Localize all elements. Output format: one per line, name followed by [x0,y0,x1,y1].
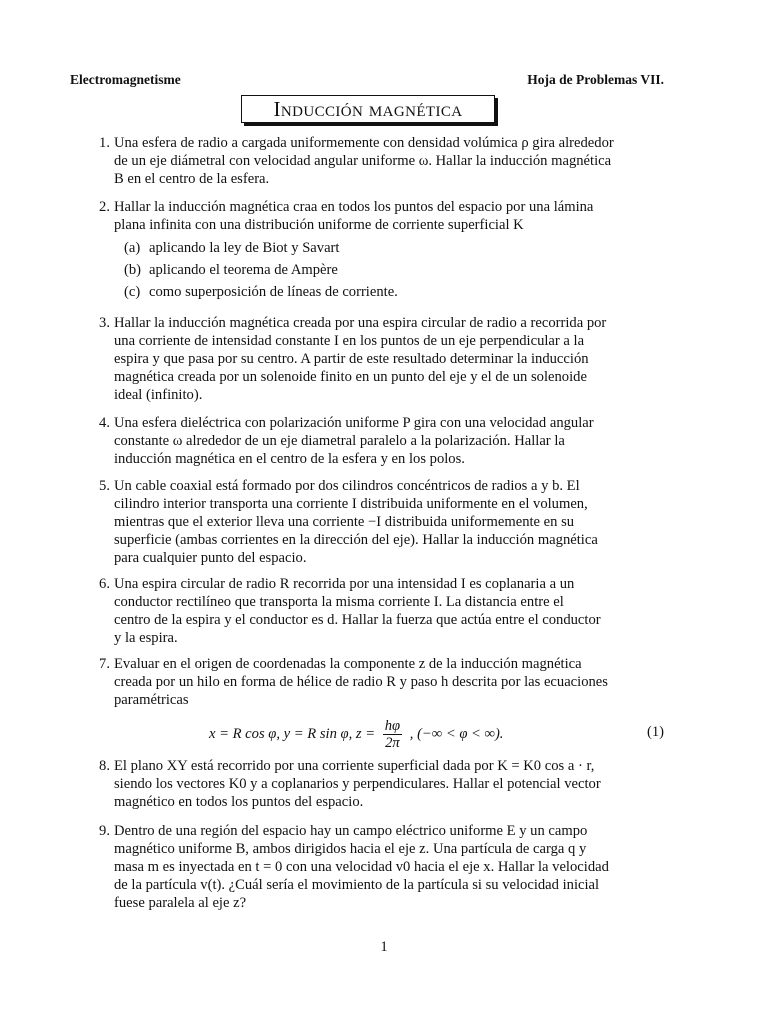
fraction-numerator: hφ [384,718,401,734]
sub-item-label: (a) [124,240,141,256]
helix-equation [209,718,503,751]
problem-text-line: creada por un hilo en forma de hélice de radio R y paso h descrita por las ecuaciones [114,674,608,690]
problem-8 [99,757,664,811]
problem-text-line: Una espira circular de radio R recorrida por una intensidad I es coplanaria a un [114,576,575,592]
problem-text-line: de la partícula v(t). ¿Cuál sería el movimiento de la partícula si su velocidad inicial [114,877,600,893]
problem-text-line: mientras que el exterior lleva una corriente −I distribuida uniformemente en su [114,514,575,530]
sub-item-label: (b) [124,262,142,278]
problem-5 [99,477,664,567]
problem-text-line: conductor rectilíneo que transporta la misma corriente I. La distancia entre el [114,594,564,610]
problem-number: 4. [99,415,110,431]
problem-number: 9. [99,823,110,839]
page-number: 1 [380,939,388,955]
problem-text-line: Hallar la inducción magnética creada por una espira circular de radio a recorrida por [114,315,607,331]
sub-item [124,283,664,305]
problem-text-line: Una esfera dieléctrica con polarización uniforme P gira con una velocidad angular [114,415,594,431]
problem-number: 2. [99,199,110,215]
problem-text-line: paramétricas [114,692,189,708]
equation-fraction [383,718,402,751]
problem-text-line: constante ω alrededor de un eje diametral paralelo a la polarización. Hallar la [114,433,565,449]
problem-text-line: Hallar la inducción magnética craa en todos los puntos del espacio por una lámina [114,199,594,215]
sub-item-text: aplicando el teorema de Ampère [149,262,338,278]
problem-text-line: magnética creada por un solenoide finito en un punto del eje y el de un solenoide [114,369,587,385]
problem-text-line: para cualquier punto del espacio. [114,550,307,566]
equation-number: (1) [646,724,664,740]
sheet-header: Hoja de Problemas VII. [527,72,664,87]
problem-text-line: y la espira. [114,630,178,646]
equation-left: x = R cos φ, y = R sin φ, z = [209,725,376,742]
problem-text-line: ideal (infinito). [114,387,203,403]
course-header: Electromagnetisme [70,72,181,87]
page-title: Inducción magnética [241,95,495,123]
sub-item-text: aplicando la ley de Biot y Savart [149,240,340,256]
equation-right: , (−∞ < φ < ∞). [409,725,504,742]
problem-text-line: Dentro de una región del espacio hay un campo eléctrico uniforme E y un campo [114,823,588,839]
problem-text-line: Una esfera de radio a cargada uniformemente con densidad volúmica ρ gira alrededor [114,135,614,151]
problem-text-line: superficie (ambas corrientes en la dirección del eje). Hallar la inducción magnética [114,532,598,548]
problem-text-line: una corriente de intensidad constante I en los puntos de un eje perpendicular a la [114,333,585,349]
problem-text-line: centro de la espira y el conductor es d. Hallar la fuerza que actúa entre el conductor [114,612,601,628]
equation-row [114,712,664,752]
problem-text-line: inducción magnética en el centro de la esfera y en los polos. [114,451,465,467]
problem-4 [99,414,664,468]
problem-number: 8. [99,758,110,774]
problem-text-line: Evaluar en el origen de coordenadas la componente z de la inducción magnética [114,656,582,672]
problem-9 [99,822,664,912]
problem-number: 5. [99,478,110,494]
problem-number: 1. [99,135,110,151]
sub-item-list [124,239,664,305]
problem-number: 7. [99,656,110,672]
sub-item [124,239,664,261]
problem-text-line: B en el centro de la esfera. [114,171,270,187]
problem-text-line: de un eje diámetral con velocidad angular uniforme ω. Hallar la inducción magnética [114,153,612,169]
problem-text-line: espira y que pasa por su centro. A partir de este resultado determinar la inducción [114,351,589,367]
problem-text-line: Un cable coaxial está formado por dos cilindros concéntricos de radios a y b. El [114,478,580,494]
problem-number: 3. [99,315,110,331]
problem-1 [99,134,664,188]
fraction-denominator: 2π [385,735,400,751]
problem-text-line: siendo los vectores K0 y a coplanarios y perpendiculares. Hallar el potencial vector [114,776,601,792]
problem-3 [99,314,664,404]
sub-item-label: (c) [124,284,141,300]
problem-text-line: El plano XY está recorrido por una corriente superficial dada por K = K0 cos a · r, [114,758,595,774]
problem-6 [99,575,664,647]
problem-text-line: magnético en todos los puntos del espacio. [114,794,364,810]
problem-number: 6. [99,576,110,592]
sub-item-text: como superposición de líneas de corriente. [149,284,398,300]
problem-7 [99,655,664,752]
problem-2 [99,198,664,305]
problem-text-line: plana infinita con una distribución uniforme de corriente superficial K [114,217,524,233]
problem-text-line: masa m es inyectada en t = 0 con una velocidad v0 hacia el eje x. Hallar la velocidad [114,859,609,875]
problem-text-line: magnético uniforme B, ambos dirigidos hacia el eje z. Una partícula de carga q y [114,841,587,857]
problem-text-line: fuese paralela al eje z? [114,895,247,911]
problem-text-line: cilindro interior transporta una corriente I distribuida uniformente en el volumen, [114,496,588,512]
sub-item [124,261,664,283]
